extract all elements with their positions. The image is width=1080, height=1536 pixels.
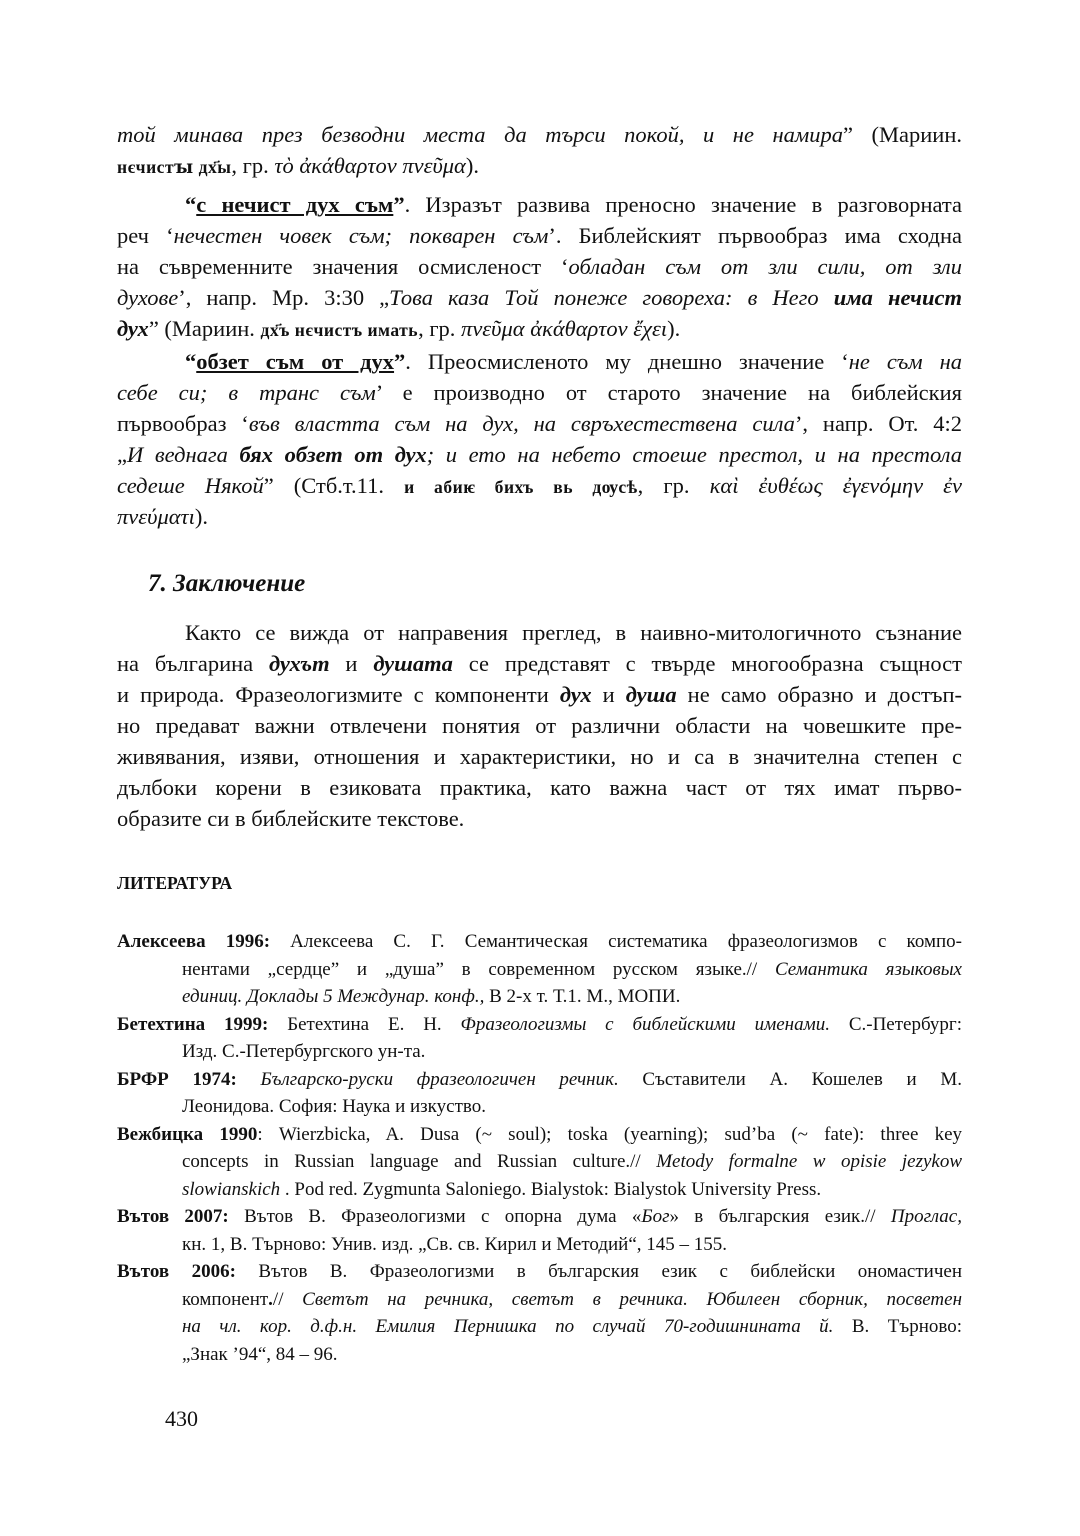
text-run: живявания, изяви, отношения и характеристики, но и са в значителна степен с — [117, 744, 962, 769]
text-run: и природа. Фразеологизмите с компоненти — [117, 682, 560, 707]
paragraph-quote-continuation — [117, 119, 962, 181]
text-run: душа — [625, 682, 677, 707]
text-run: Вежбицка 1990 — [117, 1123, 258, 1145]
text-run: духове — [117, 285, 179, 310]
text-run: . Изразът развива преносно значение в разговорната — [404, 192, 962, 217]
text-run: Проглас, — [890, 1206, 962, 1227]
text-run: , гр. — [418, 316, 462, 341]
text-run: обзет съм от дух — [196, 349, 395, 374]
reference-line — [117, 1121, 962, 1149]
text-run: ” (Мариин. — [842, 122, 962, 147]
text-run: : Wierzbicka, A. Dusa (~ soul); toska (yearning); sud’ba (~ fate): three key — [257, 1123, 962, 1145]
text-line — [117, 648, 962, 679]
text-run: седеше Някой — [117, 473, 264, 498]
text-line — [117, 408, 962, 439]
text-run: ” (Стб.т.11. — [263, 473, 405, 498]
text-run: ’. Библейският първообраз има сходна — [548, 223, 962, 248]
text-run: реч ‘ — [117, 223, 174, 248]
text-run: Изд. С.-Петербургского ун-та. — [182, 1041, 426, 1062]
text-run: той минава през безводни места да търси покой, и не намира — [117, 122, 843, 147]
text-line — [117, 470, 962, 501]
text-run: ” — [393, 192, 405, 217]
text-run: Бог — [641, 1206, 670, 1227]
text-run: ” (Мариин. — [148, 316, 261, 341]
old-church-slavonic-text: нєчистꙑ дх҃ы — [117, 157, 232, 177]
paragraph-conclusion — [117, 617, 962, 834]
text-run: на чл. кор. д.ф.н. Емилия Пернишка по случай 70-годишнината й. — [182, 1316, 834, 1337]
text-run: πνεῦμα ἀκάθαρτον ἔχει — [461, 316, 668, 341]
text-run: ’ е производно от старото значение на библейския — [375, 380, 962, 405]
text-line — [117, 377, 962, 408]
text-run: във властта съм на дух, на свръхестествена сила — [248, 411, 795, 436]
text-run: Както се вижда от направения преглед, в наивно-митологичното съзнание — [185, 620, 962, 645]
text-run: БРФР 1974: — [117, 1068, 237, 1090]
text-run: има нечист — [833, 285, 962, 310]
text-run: Алексеева 1996: — [117, 931, 271, 952]
text-run: душата — [373, 651, 453, 676]
text-run: concepts in Russian language and Russian culture.// — [182, 1151, 657, 1172]
text-run: обладан съм от зли сили, от зли — [568, 254, 962, 279]
text-run: но предават важни отвлечени понятия от различни области на човешките пре- — [117, 713, 962, 738]
text-line — [117, 251, 962, 282]
text-run: С.-Петербург: — [829, 1013, 962, 1035]
reference-line — [117, 1176, 962, 1204]
reference-line — [117, 1258, 962, 1286]
text-run: ” — [394, 349, 406, 374]
text-run: , гр. — [637, 473, 710, 498]
text-line — [117, 439, 962, 470]
reference-line — [117, 1093, 962, 1121]
reference-entry — [117, 1011, 962, 1066]
text-run: slowianskich — [182, 1178, 281, 1200]
reference-entry — [117, 1203, 962, 1258]
text-line — [117, 220, 962, 251]
reference-line — [117, 1148, 962, 1176]
text-run: Съставители А. Кошелев и М. — [618, 1068, 962, 1090]
reference-entry — [117, 928, 962, 1011]
old-church-slavonic-text: и абиѥ бихъ вь дѹсѣ — [404, 477, 638, 497]
text-run: се представят с твърде многообразна същност — [452, 651, 963, 676]
text-line — [117, 346, 962, 377]
reference-line — [117, 1011, 962, 1039]
text-run: Бетехтина Е. Н. — [268, 1013, 461, 1035]
text-run: τὸ ἀκάθαρτον πνεῦμα — [274, 153, 466, 178]
text-run: Бетехтина 1999: — [117, 1013, 269, 1035]
text-run: Вътов 2007: — [117, 1206, 229, 1227]
literature-heading: ЛИТЕРАТУРА — [117, 873, 233, 893]
text-run: единиц. Доклады 5 Междунар. конф., — [182, 986, 485, 1007]
text-run: ). — [465, 153, 479, 178]
text-line — [117, 313, 962, 344]
paragraph-obzet-ot-duh — [117, 346, 962, 532]
text-run: „Знак ’94“, 84 – 96. — [182, 1343, 338, 1365]
reference-line — [117, 1203, 962, 1231]
text-run: Metody formalne w opisie jezykow — [656, 1151, 963, 1172]
text-run: Семантика языковых — [774, 958, 962, 980]
text-run: ). — [194, 504, 208, 529]
old-church-slavonic-text: дх҃ъ нєчистъ имать — [260, 320, 419, 340]
reference-entry — [117, 1121, 962, 1204]
text-run: “ — [185, 349, 197, 374]
text-run: „ — [117, 442, 127, 467]
text-line — [117, 617, 962, 648]
text-line — [117, 772, 962, 803]
text-run: на българина — [117, 651, 269, 676]
text-run: нентами „сердце” и „душа” в современном русском языке.// — [182, 958, 775, 980]
text-run: , гр. — [231, 153, 275, 178]
text-run: компонент — [182, 1288, 269, 1310]
text-run: Леонидова. София: Наука и изкуство. — [182, 1096, 486, 1117]
text-run: не съм на — [848, 349, 962, 374]
text-run: ’, напр. От. 4:2 — [794, 411, 962, 436]
text-line — [117, 803, 962, 834]
text-run: “ — [185, 192, 197, 217]
section-heading: 7. Заключение — [148, 570, 306, 597]
reference-entry — [117, 1258, 962, 1368]
text-run: дълбоки корени в езиковата практика, като важна част от тях имат първо- — [117, 775, 962, 800]
text-run — [237, 1069, 261, 1090]
text-run: . Pod red. Zygmunta Saloniego. Bialystok: Bialystok University Press. — [280, 1178, 822, 1200]
text-run: дух — [559, 682, 592, 707]
text-run: бях обзет от дух — [239, 442, 427, 467]
text-run: не само образно и достъп- — [676, 682, 962, 707]
text-run: И веднага — [127, 442, 240, 467]
text-run: ; и ето на небето стоеше престол, и на престола — [426, 442, 963, 467]
text-run: . — [268, 1288, 273, 1310]
text-line — [117, 710, 962, 741]
text-run: с нечист дух съм — [196, 192, 394, 217]
text-run: и — [591, 682, 626, 707]
text-run: дух — [117, 316, 149, 341]
text-run: » в българския език.// — [669, 1206, 891, 1227]
text-line — [117, 189, 962, 220]
text-run: Алексеева С. Г. Семантическая систематика фразеологизмов с компо- — [270, 931, 962, 952]
text-run: духът — [268, 651, 330, 676]
reference-entry — [117, 1066, 962, 1121]
text-run: Вътов В. Фразеологизми в българския език с библейски ономастичен — [235, 1261, 962, 1282]
reference-line — [117, 983, 962, 1011]
text-line — [117, 679, 962, 710]
text-line — [117, 501, 962, 532]
text-run: Фразеологизмы с библейскими именами. — [460, 1013, 830, 1035]
reference-line — [117, 1341, 962, 1369]
text-run: и — [329, 651, 374, 676]
text-run: Вътов В. Фразеологизми с опорна дума « — [228, 1206, 642, 1227]
text-run: καὶ ἐυθέως ἐγενόμην ἐν — [709, 473, 963, 498]
references-list — [117, 928, 962, 1368]
reference-line — [117, 928, 962, 956]
text-run: кн. 1, В. Търново: Унив. изд. „Св. св. Кирил и Методий“, 145 – 155. — [182, 1233, 728, 1255]
text-run: себе си; в транс съм — [117, 380, 376, 405]
text-run: // — [272, 1288, 303, 1310]
text-run: ’, напр. Мр. 3:30 „ — [178, 285, 390, 310]
text-run: Българско-руски фразеологичен речник. — [260, 1068, 619, 1090]
text-line — [117, 119, 962, 150]
reference-line — [117, 1313, 962, 1341]
text-run: първообраз ‘ — [117, 411, 249, 436]
text-run: Вътов 2006: — [117, 1261, 236, 1282]
text-run: ). — [667, 316, 681, 341]
text-run: Това каза Той понеже говореха: в Него — [389, 285, 834, 310]
page-number: 430 — [165, 1406, 198, 1431]
reference-line — [117, 1066, 962, 1094]
text-run: πνεύματι — [117, 504, 195, 529]
text-run: образите си в библейските текстове. — [117, 806, 465, 831]
text-run: В. Търново: — [833, 1316, 962, 1337]
text-run: Светът на речника, светът в речника. Юбилеен сборник, посветен — [302, 1288, 962, 1310]
text-line — [117, 741, 962, 772]
text-line — [117, 282, 962, 313]
text-run: нечестен човек съм; покварен съм — [173, 223, 549, 248]
reference-line — [117, 1286, 962, 1314]
text-run: В 2-х т. Т.1. М., МОПИ. — [484, 986, 681, 1007]
text-line — [117, 150, 962, 181]
reference-line — [117, 956, 962, 984]
paragraph-s-nechist-duh — [117, 189, 962, 344]
text-run: на съвременните значения осмисленост ‘ — [117, 254, 569, 279]
reference-line — [117, 1231, 962, 1259]
reference-line — [117, 1038, 962, 1066]
text-run: . Преосмисленото му днешно значение ‘ — [405, 349, 849, 374]
